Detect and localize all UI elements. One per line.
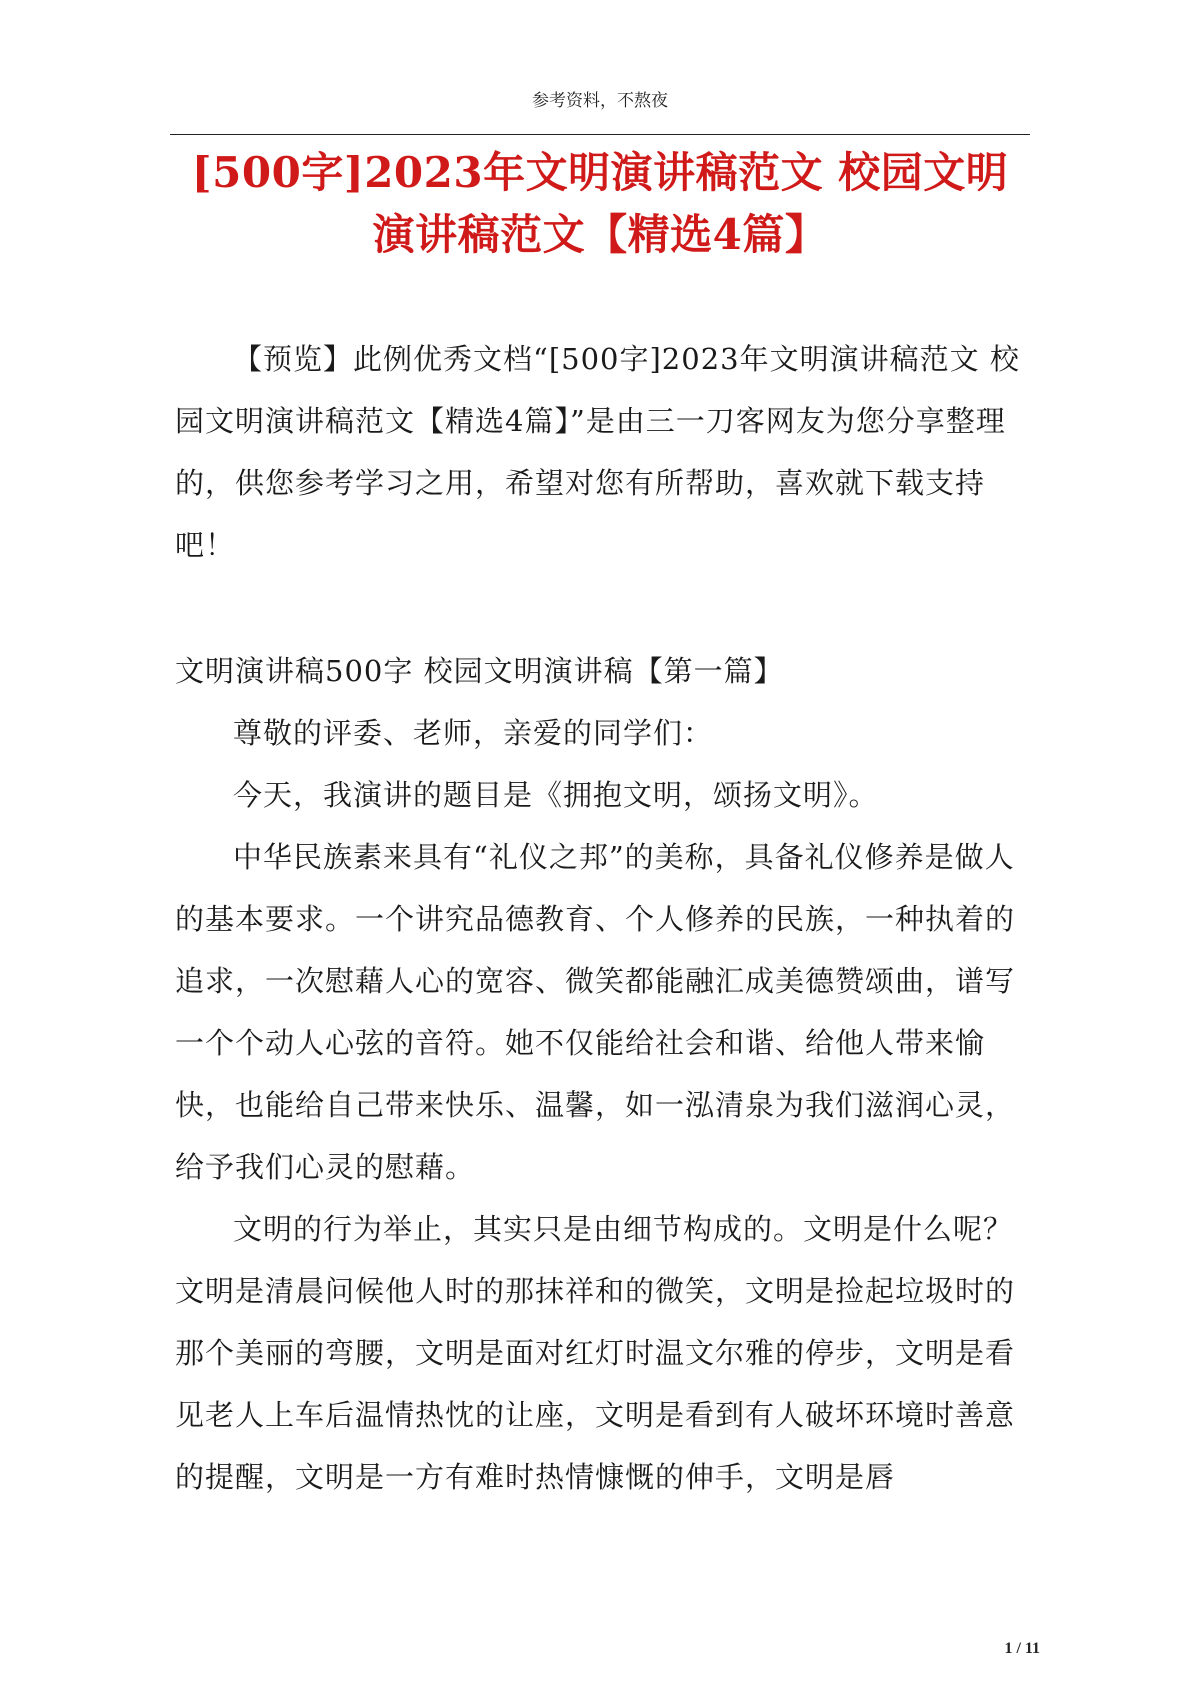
body-paragraph: 今天，我演讲的题目是《拥抱文明，颂扬文明》。	[233, 778, 879, 812]
section-heading: 文明演讲稿500字 校园文明演讲稿【第一篇】	[175, 654, 784, 688]
document-title: [500字]2023年文明演讲稿范文 校园文明演讲稿范文【精选4篇】	[191, 148, 1009, 259]
section-content	[175, 640, 1030, 1508]
page-header: 参考资料，不熬夜	[532, 91, 668, 111]
page-number: 1 / 11	[1004, 1640, 1040, 1657]
body-paragraph: 中华民族素来具有“礼仪之邦”的美称，具备礼仪修养是做人的基本要求。一个讲究品德教育、个人修养的民族，一种执着的追求，一次慰藉人心的宽容、微笑都能融汇成美德赞颂曲，谱写一个个动人心弦的音符。她不仅能给社会和谐、给他人带来愉快，也能给自己带来快乐、温馨，如一泓清泉为我们滋润心灵，给予我们心灵的慰藉。	[175, 840, 1016, 1184]
body-paragraph: 文明的行为举止，其实只是由细节构成的。文明是什么呢？文明是清晨问候他人时的那抹祥和的微笑，文明是捡起垃圾时的那个美丽的弯腰，文明是面对红灯时温文尔雅的停步，文明是看见老人上车后温情热忱的让座，文明是看到有人破坏环境时善意的提醒，文明是一方有难时热情慷慨的伸手，文明是唇	[175, 1212, 1016, 1494]
body-paragraph: 尊敬的评委、老师，亲爱的同学们：	[233, 716, 714, 750]
header-divider	[170, 134, 1030, 135]
preview-paragraph: 【预览】此例优秀文档“[500字]2023年文明演讲稿范文 校园文明演讲稿范文【精选4篇】”是由三一刀客网友为您分享整理的，供您参考学习之用，希望对您有所帮助，喜欢就下载支持吧！	[175, 342, 1020, 562]
